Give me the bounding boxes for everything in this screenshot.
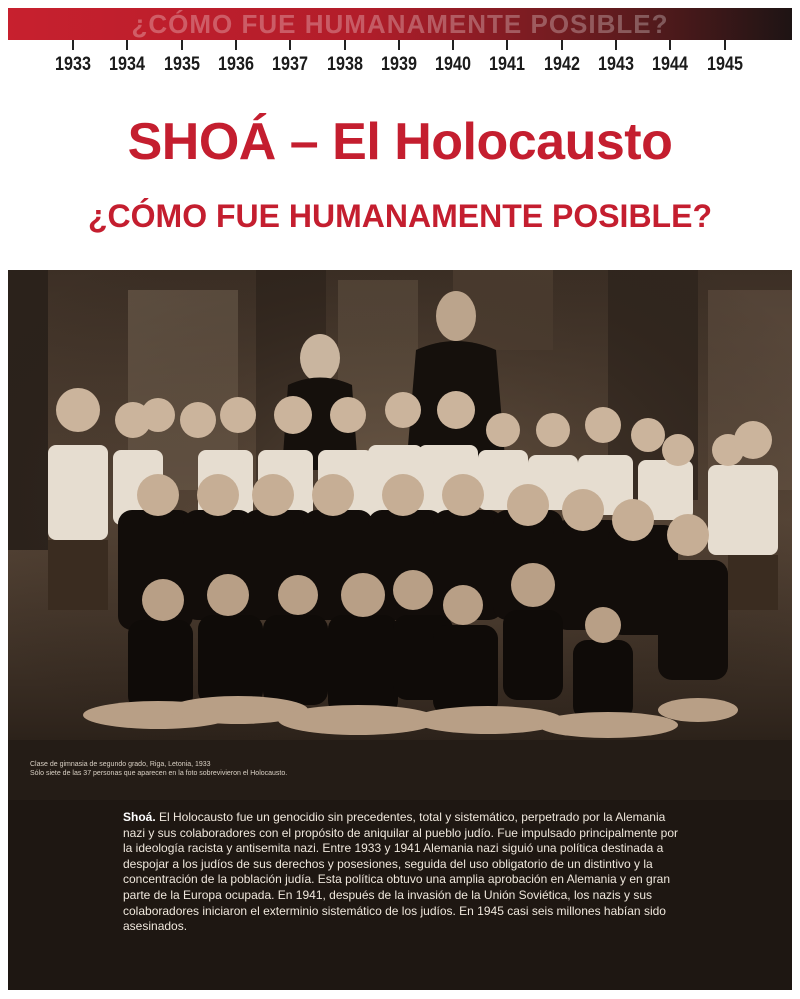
timeline-year-label: 1938 <box>326 54 363 75</box>
timeline-year-label: 1933 <box>55 54 91 75</box>
banner-text: ¿CÓMO FUE HUMANAMENTE POSIBLE? <box>131 9 669 39</box>
timeline-tick <box>72 40 74 50</box>
timeline-year-1945 <box>698 40 752 76</box>
timeline-year-1934 <box>100 40 154 76</box>
timeline-tick <box>615 40 617 50</box>
timeline-year-label: 1944 <box>652 54 689 75</box>
timeline-tick <box>181 40 183 50</box>
page-title: SHOÁ – El Holocausto <box>127 113 673 171</box>
timeline-year-label: 1941 <box>489 54 526 75</box>
timeline-year-label: 1943 <box>598 54 634 75</box>
timeline-year-1940 <box>426 40 480 76</box>
timeline-year-1943 <box>589 40 643 76</box>
photo-caption <box>30 760 287 778</box>
timeline-year-1941 <box>480 40 534 76</box>
timeline-year-label: 1939 <box>380 54 417 75</box>
caption-line-2: Sólo siete de las 37 personas que aparecen en la foto sobrevivieron el Holocausto. <box>30 770 288 777</box>
timeline-year-label: 1936 <box>217 54 254 75</box>
timeline-tick <box>126 40 128 50</box>
timeline-year-1944 <box>643 40 697 76</box>
timeline-year-label: 1940 <box>435 54 472 75</box>
timeline-tick <box>561 40 563 50</box>
body-text: El Holocausto fue un genocidio sin precedentes, total y sistemático, perpetrado por la Alemania nazi y sus colaboradores con el propósito de aniquilar al pueblo judío. Fue impulsado principalmente por la ideología racista y antisemita nazi. Entre 1933 y 1941 Alemania nazi siguió una política destinada a despojar a los judíos de sus derechos y posesiones, seguida del uso obligatorio de un distintivo y la concentración de la población judía. Esta política obtuvo una amplia aprobación en Alemania y en gran parte de la Europa ocupada. En 1941, después de la invasión de la Unión Soviética, los nazis y sus colaboradores iniciaron el exterminio sistemático de los judíos. En 1945 casi seis millones habían sido asesinados. <box>123 810 678 934</box>
timeline-tick <box>669 40 671 50</box>
body-paragraph <box>123 810 683 935</box>
timeline-tick <box>452 40 454 50</box>
timeline-year-1936 <box>209 40 263 76</box>
timeline-tick <box>506 40 508 50</box>
timeline-year-1939 <box>372 40 426 76</box>
timeline-tick <box>398 40 400 50</box>
timeline-year-label: 1934 <box>109 54 146 75</box>
timeline-year-label: 1935 <box>163 54 200 75</box>
timeline-year-label: 1937 <box>272 54 309 75</box>
timeline-year-1933 <box>46 40 100 76</box>
timeline-year-1938 <box>318 40 372 76</box>
timeline-year-1935 <box>155 40 209 76</box>
header-banner <box>8 8 792 40</box>
timeline-tick <box>235 40 237 50</box>
timeline-year-label: 1945 <box>706 54 743 75</box>
timeline-tick <box>344 40 346 50</box>
timeline-tick <box>289 40 291 50</box>
timeline-year-1937 <box>263 40 317 76</box>
timeline <box>0 40 800 80</box>
caption-line-1: Clase de gimnasia de segundo grado, Riga, Letonia, 1933 <box>30 761 211 768</box>
body-lead: Shoá. <box>123 810 156 824</box>
page-subtitle: ¿CÓMO FUE HUMANAMENTE POSIBLE? <box>88 198 712 234</box>
timeline-year-label: 1942 <box>543 54 580 75</box>
timeline-tick <box>724 40 726 50</box>
timeline-year-1942 <box>535 40 589 76</box>
